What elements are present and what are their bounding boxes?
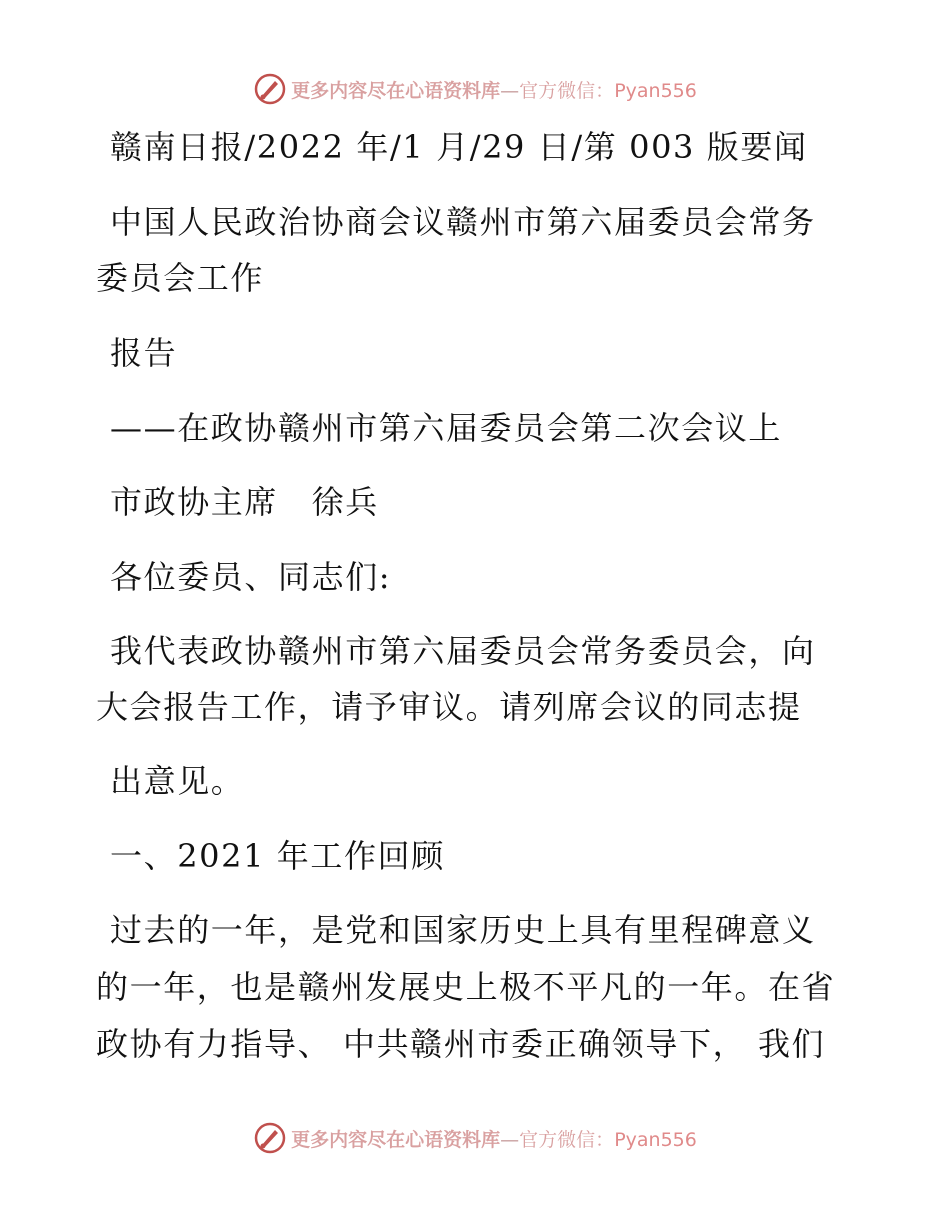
watermark-id: Pyan556 — [614, 79, 697, 102]
watermark-bottom — [0, 1121, 950, 1155]
paragraph-line: 的一年，也是赣州发展史上极不平凡的一年。在省 — [96, 968, 836, 1006]
watermark-dash: — — [500, 79, 520, 102]
source-line: 赣南日报/2022 年/1 月/29 日/第 003 版要闻 — [110, 128, 808, 166]
paragraph-line: 出意见。 — [110, 762, 245, 800]
paragraph-line: 过去的一年，是党和国家历史上具有里程碑意义 — [110, 911, 816, 949]
author-line: 市政协主席 徐兵 — [110, 483, 379, 521]
subtitle-line: ——在政协赣州市第六届委员会第二次会议上 — [110, 409, 783, 447]
watermark-sub: 官方微信： — [519, 79, 615, 102]
paragraph-line: 大会报告工作，请予审议。请列席会议的同志提 — [96, 688, 802, 726]
watermark-main: 更多内容尽在心语资料库 — [291, 1128, 501, 1151]
watermark-dash: — — [500, 1128, 520, 1151]
paragraph-line: 政协有力指导、 中共赣州市委正确领导下， 我们 — [96, 1025, 826, 1063]
watermark-id: Pyan556 — [614, 1128, 697, 1151]
paragraph-line: 我代表政协赣州市第六届委员会常务委员会，向 — [110, 632, 816, 670]
brush-logo-icon — [253, 1121, 287, 1155]
watermark-sub: 官方微信： — [519, 1128, 615, 1151]
title-line-1: 中国人民政治协商会议赣州市第六届委员会常务 — [110, 203, 816, 241]
title-line-2: 委员会工作 — [96, 259, 265, 297]
salutation-line: 各位委员、同志们: — [110, 558, 392, 596]
watermark-main: 更多内容尽在心语资料库 — [291, 79, 501, 102]
title-line-3: 报告 — [110, 334, 178, 372]
watermark-text — [291, 1125, 697, 1152]
section-heading: 一、2021 年工作回顾 — [110, 837, 445, 875]
